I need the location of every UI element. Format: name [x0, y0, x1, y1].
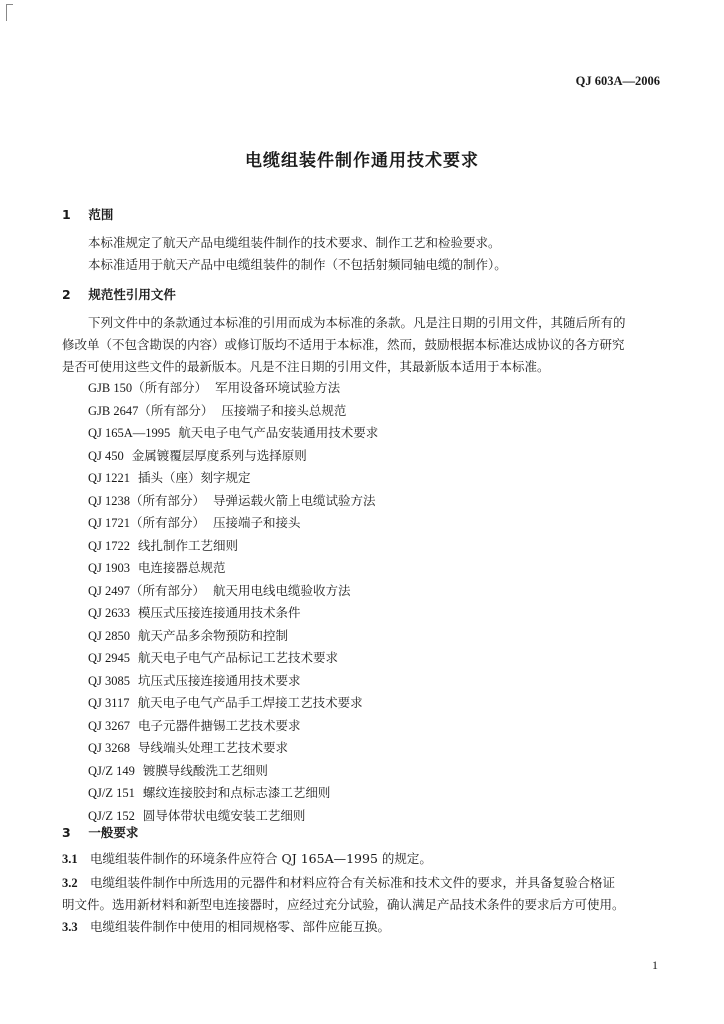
reference-code: QJ 3268: [88, 741, 131, 755]
clause-number: 3.3: [62, 920, 78, 934]
section-number: 3: [62, 825, 71, 840]
reference-title: 导弹运载火箭上电缆试验方法: [213, 492, 376, 508]
section-number: 2: [62, 287, 71, 302]
reference-item: [88, 490, 378, 513]
reference-code: QJ 3267: [88, 718, 131, 733]
reference-title: 镀膜导线酸洗工艺细则: [142, 762, 268, 778]
section-title: 规范性引用文件: [88, 287, 176, 302]
reference-item: [88, 647, 378, 670]
reference-item: [88, 377, 378, 400]
clause-3-2: [62, 872, 674, 916]
reference-title: 军用设备环境试验方法: [215, 380, 341, 395]
reference-code: QJ 2850: [88, 628, 131, 643]
reference-code: QJ/Z 151: [88, 786, 135, 800]
reference-item: [88, 535, 378, 558]
document-title: 电缆组装件制作通用技术要求: [245, 151, 479, 171]
reference-code: QJ 1721（所有部分）: [88, 516, 206, 530]
page-number: 1: [652, 958, 658, 972]
reference-title: 导线端头处理工艺技术要求: [138, 740, 289, 755]
section-number: 1: [62, 207, 71, 222]
reference-title: 航天电子电气产品手工焊接工艺技术要求: [137, 695, 363, 710]
reference-item: [88, 580, 378, 603]
clause-text: 电缆组装件制作中所选用的元器件和材料应符合有关标准和技术文件的要求，并具备复验合格证: [90, 875, 616, 890]
reference-item: [88, 760, 378, 783]
clause-text: 电缆组装件制作中使用的相同规格零、部件应能互换。: [90, 919, 391, 934]
reference-item: [88, 625, 378, 648]
reference-item: [88, 692, 378, 715]
reference-code: GJB 150（所有部分）: [88, 381, 208, 395]
reference-code: QJ 2633: [88, 606, 131, 620]
section-title: 一般要求: [88, 825, 139, 840]
reference-item: [88, 400, 378, 423]
section-2-heading: [62, 285, 176, 303]
reference-code: QJ 1903: [88, 561, 131, 575]
paragraph-line: 本标准规定了航天产品电缆组装件制作的技术要求、制作工艺和检验要求。: [88, 235, 501, 250]
reference-code: QJ 450: [88, 448, 124, 463]
reference-item: [88, 467, 378, 490]
reference-title: 航天产品多余物预防和控制: [138, 627, 289, 643]
section-3-heading: [62, 823, 138, 841]
reference-title: 圆导体带状电缆安装工艺细则: [142, 807, 306, 823]
reference-item: [88, 602, 378, 625]
reference-title: 航天电子电气产品安装通用技术要求: [178, 425, 379, 440]
reference-code: QJ/Z 149: [88, 763, 135, 778]
reference-code: QJ 1221: [88, 471, 131, 485]
clause-number: 3.2: [62, 876, 78, 890]
section-2-intro: [62, 312, 668, 378]
clause-3-1: [62, 848, 674, 870]
section-1-heading: [62, 205, 113, 223]
reference-code: QJ 165A—1995: [88, 426, 171, 440]
reference-code: QJ 3085: [88, 673, 131, 688]
reference-title: 插头（座）刻字规定: [138, 470, 251, 485]
reference-code: QJ 2497（所有部分）: [88, 583, 206, 598]
paragraph-line: 本标准适用于航天产品中电缆组装件的制作（不包括射频同轴电缆的制作）。: [88, 257, 507, 272]
reference-code: QJ 1238（所有部分）: [88, 493, 206, 508]
section-title: 范围: [88, 207, 114, 222]
reference-item: [88, 422, 378, 445]
scan-margin-mark: [6, 4, 13, 21]
reference-item: [88, 737, 378, 760]
reference-code: GJB 2647（所有部分）: [88, 403, 214, 418]
reference-title: 坑压式压接连接通用技术要求: [138, 672, 301, 688]
clause-3-3: [62, 916, 674, 938]
reference-code: QJ 2945: [88, 651, 131, 665]
reference-title: 电连接器总规范: [138, 560, 226, 575]
reference-item: [88, 670, 378, 693]
paragraph-line: 下列文件中的条款通过本标准的引用而成为本标准的条款。凡是注日期的引用文件，其随后所有的: [88, 315, 626, 330]
clause-text: 明文件。选用新材料和新型电连接器时，应经过充分试验，确认满足产品技术条件的要求后方可使用。: [62, 897, 625, 912]
reference-title: 压接端子和接头总规范: [221, 402, 347, 418]
standard-number: QJ 603A—2006: [575, 74, 660, 88]
section-1-body: [88, 232, 668, 276]
reference-item: [88, 445, 378, 468]
paragraph-line: 修改单（不包含勘误的内容）或修订版均不适用于本标准，然而，鼓励根据本标准达成协议的各方研究: [62, 337, 625, 352]
reference-item: [88, 557, 378, 580]
reference-title: 螺纹连接胶封和点标志漆工艺细则: [142, 785, 331, 800]
reference-code: QJ 3117: [88, 696, 130, 710]
reference-title: 金属镀覆层厚度系列与选择原则: [131, 447, 307, 463]
reference-item: [88, 782, 378, 805]
reference-title: 航天用电线电缆验收方法: [213, 582, 351, 598]
reference-title: 线扎制作工艺细则: [138, 537, 239, 553]
reference-code: QJ/Z 152: [88, 808, 135, 823]
reference-code: QJ 1722: [88, 538, 131, 553]
paragraph-line: 是否可使用这些文件的最新版本。凡是不注日期的引用文件，其最新版本适用于本标准。: [62, 359, 550, 374]
reference-item: [88, 715, 378, 738]
reference-list: [88, 377, 378, 827]
reference-title: 航天电子电气产品标记工艺技术要求: [138, 650, 339, 665]
reference-title: 电子元器件搪锡工艺技术要求: [138, 717, 301, 733]
reference-title: 模压式压接连接通用技术条件: [138, 605, 301, 620]
reference-title: 压接端子和接头: [213, 515, 301, 530]
clause-number: 3.1: [62, 852, 78, 866]
reference-item: [88, 512, 378, 535]
clause-text: 电缆组装件制作的环境条件应符合 QJ 165A—1995 的规定。: [90, 851, 432, 866]
